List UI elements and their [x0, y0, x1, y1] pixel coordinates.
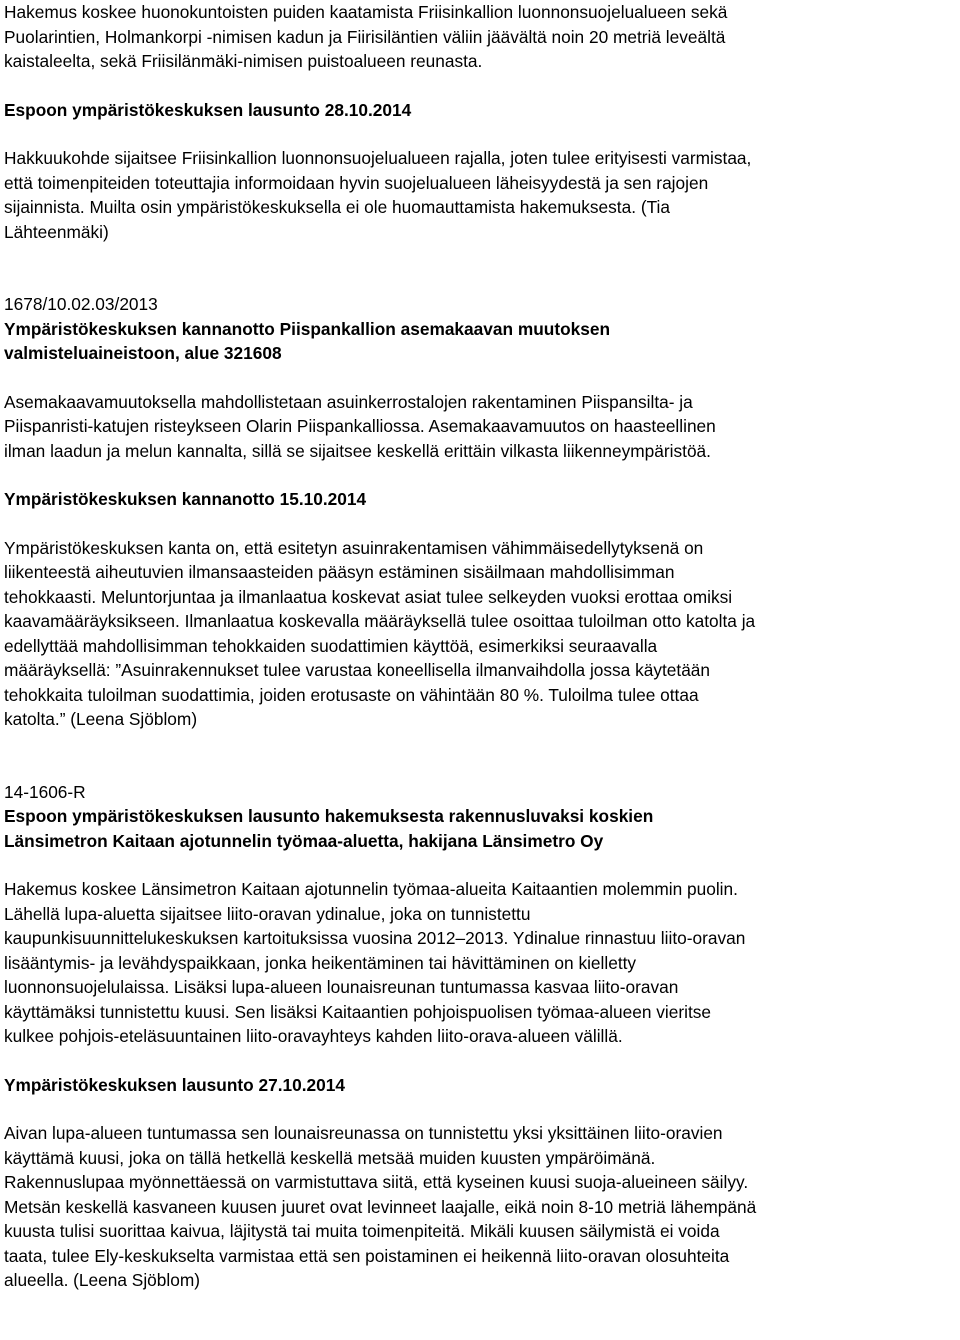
- text-line: Puolarintien, Holmankorpi -nimisen kadun ja Fiirisiläntien väliin jäävältä noin 20 metriä leveältä: [4, 26, 726, 47]
- heading-lausunto-27-10-2014: [4, 1073, 956, 1098]
- paragraph-asemakaavamuutos: [4, 390, 956, 464]
- text-line: kaupunkisuunnittelukeskuksen kartoituksissa vuosina 2012–2013. Ydinalue rinnastuu liito-oravan: [4, 928, 746, 948]
- paragraph-hakemus-friisinkallio: [4, 0, 956, 74]
- heading-line: Ympäristökeskuksen kannanotto 15.10.2014: [4, 489, 367, 509]
- text-line: taata, tulee Ely-keskukselta varmistaa että sen poistaminen ei heikennä liito-oravan olosuhteita: [4, 1245, 730, 1266]
- text-line: edellyttää mahdollisimman tehokkaiden suodattimien käyttöä, esimerkiksi seuraavalla: [4, 635, 658, 656]
- heading-kannanotto-15-10-2014: [4, 487, 956, 512]
- paragraph-aivan-lupa-alueen: [4, 1121, 956, 1293]
- paragraph-hakemus-lansimetro: [4, 877, 956, 1049]
- text-line: kaavamääräyksikseen. Ilmanlaatua koskevalla määräyksellä tulee osoittaa tuloilman otto katolta ja: [4, 611, 756, 631]
- text-line: Hakemus koskee Länsimetron Kaitaan ajotunnelin työmaa-alueita Kaitaantien molemmin puolin.: [4, 879, 738, 899]
- heading-line: Ympäristökeskuksen lausunto 27.10.2014: [4, 1074, 345, 1095]
- case-number-14-1606-r: [4, 780, 956, 805]
- text-line: lisääntymis- ja levähdyspaikkaan, jonka heikentäminen tai hävittäminen on kielletty: [4, 952, 637, 973]
- heading-line: valmisteluaineistoon, alue 321608: [4, 343, 282, 363]
- document-page: [4, 0, 956, 1293]
- text-line: Lähellä lupa-aluetta sijaitsee liito-oravan ydinalue, joka on tunnistettu: [4, 903, 531, 924]
- heading-line: Espoon ympäristökeskuksen lausunto 28.10.2014: [4, 99, 412, 120]
- heading-lausunto-28-10-2014: [4, 98, 956, 123]
- text-line: Hakemus koskee huonokuntoisten puiden kaatamista Friisinkallion luonnonsuojelualueen sekä: [4, 2, 728, 22]
- text-line: Rakennuslupaa myönnettäessä on varmistuttava siitä, että kyseinen kuusi suoja-alueineen säilyy.: [4, 1172, 749, 1192]
- text-line: tehokkaita tuloilman suodattimia, joiden erotusaste on vähintään 80 %. Tuloilma tulee ottaa: [4, 684, 699, 705]
- paragraph-ymparistokeskuksen-kanta: [4, 536, 956, 732]
- heading-line: Ympäristökeskuksen kannanotto Piispankallion asemakaavan muutoksen: [4, 318, 611, 339]
- text-line: liikenteestä aiheutuvien ilmansaasteiden pääsyn estäminen sisäilmaan mahdollisimman: [4, 562, 675, 582]
- text-line: 1678/10.02.03/2013: [4, 294, 158, 314]
- text-line: luonnonsuojelulaissa. Lisäksi lupa-alueen lounaisreunan tuntumassa kasvaa liito-oravan: [4, 977, 679, 997]
- text-line: määräyksellä: ”Asuinrakennukset tulee varustaa koneellisella ilmanvaihdolla jossa käytetään: [4, 660, 711, 680]
- text-line: alueella. (Leena Sjöblom): [4, 1270, 200, 1290]
- text-line: tehokkaasti. Meluntorjuntaa ja ilmanlaatua koskevat asiat tulee selkeyden vuoksi erottaa omiksi: [4, 586, 733, 607]
- text-line: sijainnista. Muilta osin ympäristökeskuksella ei ole huomauttamista hakemuksesta. (Tia: [4, 197, 670, 217]
- text-line: Piispanristi-katujen risteykseen Olarin Piispankalliossa. Asemakaavamuutos on haasteellinen: [4, 416, 716, 436]
- text-line: Aivan lupa-alueen tuntumassa sen lounaisreunassa on tunnistettu yksi yksittäinen liito-oravien: [4, 1123, 723, 1143]
- text-line: kulkee pohjois-eteläsuuntainen liito-oravayhteys kahden liito-orava-alueen välillä.: [4, 1026, 623, 1046]
- text-line: kuusta tulisi suorittaa kaivua, läjitystä tai muita toimenpiteitä. Mikäli kuusen säilymistä ei voida: [4, 1221, 720, 1241]
- text-line: ilman laadun ja melun kannalta, sillä se sijaitsee keskellä erittäin vilkasta liikenneympäristöä.: [4, 440, 711, 461]
- text-line: Ympäristökeskuksen kanta on, että esitetyn asuinrakentamisen vähimmäisedellytyksenä on: [4, 537, 704, 558]
- text-line: kaistaleelta, sekä Friisilänmäki-nimisen puistoalueen reunasta.: [4, 51, 483, 71]
- text-line: 14-1606-R: [4, 781, 86, 802]
- text-line: että toimenpiteiden toteuttajia informoidaan hyvin suojelualueen läheisyydestä ja sen rajojen: [4, 172, 709, 193]
- text-line: Lähteenmäki): [4, 221, 109, 242]
- heading-line: Länsimetron Kaitaan ajotunnelin työmaa-aluetta, hakijana Länsimetro Oy: [4, 830, 604, 851]
- text-line: käyttämä kuusi, joka on tällä hetkellä keskellä metsää muiden kuusten ympäröimänä.: [4, 1147, 656, 1168]
- heading-lausunto-lansimetro: [4, 804, 956, 853]
- text-line: Asemakaavamuutoksella mahdollistetaan asuinkerrostalojen rakentaminen Piispansilta- ja: [4, 391, 693, 412]
- heading-line: Espoon ympäristökeskuksen lausunto hakemuksesta rakennusluvaksi koskien: [4, 806, 654, 826]
- text-line: käyttämäksi tunnistettu kuusi. Sen lisäksi Kaitaantien pohjoispuolisen työmaa-alueen vieritse: [4, 1001, 711, 1022]
- paragraph-hakkuukohde: [4, 146, 956, 244]
- heading-kannanotto-piispankallio: [4, 317, 956, 366]
- text-line: Metsän keskellä kasvaneen kuusen juuret ovat levinneet laajalle, eikä noin 8-10 metriä lähempänä: [4, 1196, 757, 1217]
- text-line: katolta.” (Leena Sjöblom): [4, 709, 198, 729]
- case-number-1678: [4, 292, 956, 317]
- text-line: Hakkuukohde sijaitsee Friisinkallion luonnonsuojelualueen rajalla, joten tulee erityisesti varmistaa,: [4, 148, 752, 168]
